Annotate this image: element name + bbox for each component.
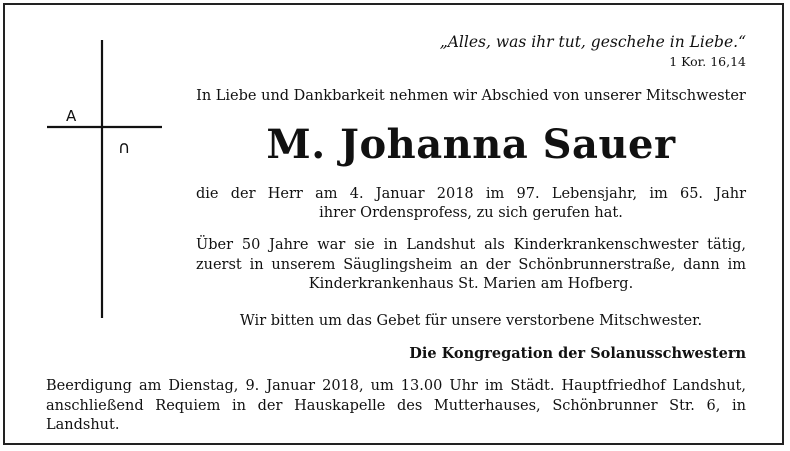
- deceased-name: M. Johanna Sauer: [266, 121, 676, 168]
- service-line: Über 50 Jahre war sie in Landshut als Kinderkrankenschwester tätig,: [196, 237, 746, 253]
- signature: Die Kongregation der Solanusschwestern: [409, 345, 746, 362]
- service-paragraph: [196, 236, 746, 295]
- bible-reference: 1 Kor. 16,14: [669, 54, 746, 69]
- funeral-line: Beerdigung am Dienstag, 9. Januar 2018, um 13.00 Uhr im Städt. Hauptfriedhof Landshut,: [46, 378, 746, 394]
- death-paragraph: [196, 185, 746, 223]
- service-line: Kinderkrankenhaus St. Marien am Hofberg.: [308, 276, 634, 292]
- funeral-paragraph: [46, 377, 746, 436]
- intro-text: In Liebe und Dankbarkeit nehmen wir Abschied von unserer Mitschwester: [196, 88, 746, 104]
- omega-symbol: ∩: [118, 138, 131, 158]
- prayer-text: Wir bitten um das Gebet für unsere verstorbene Mitschwester.: [239, 313, 703, 329]
- service-line: zuerst in unserem Säuglingsheim an der Schönbrunnerstraße, dann im: [196, 256, 746, 273]
- death-line: die der Herr am 4. Januar 2018 im 97. Lebensjahr, im 65. Jahr: [196, 186, 746, 202]
- funeral-line: anschließend Requiem in der Hauskapelle des Mutterhauses, Schönbrunner Str. 6, in Landshut.: [46, 397, 746, 433]
- bible-quote: „Alles, was ihr tut, geschehe in Liebe.“: [439, 33, 746, 51]
- death-line: ihrer Ordensprofess, zu sich gerufen hat.: [319, 205, 623, 221]
- alpha-symbol: A: [66, 107, 77, 125]
